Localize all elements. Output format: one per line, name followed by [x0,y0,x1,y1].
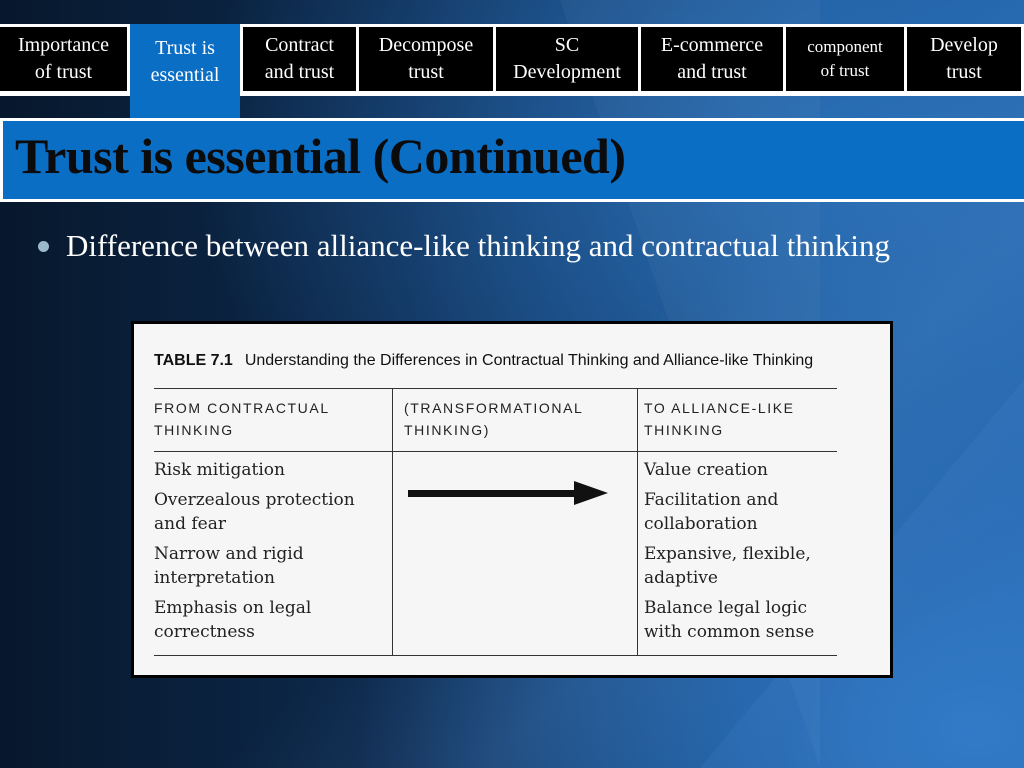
table-cell-from: Emphasis on legal correctness [154,598,312,642]
bullet-dot-icon [38,241,49,252]
column-header-transformational: (TRANSFORMATIONAL THINKING) [404,400,584,438]
bullet-text: Difference between alliance-like thinking and contractual thinking [66,228,891,263]
table-rule [154,655,837,656]
table-cell-to: Balance legal logic with common sense [644,598,815,642]
table-divider [637,388,638,656]
tab-sc-development[interactable] [496,27,638,91]
table-cell-from: Narrow and rigid interpretation [154,544,304,588]
table-rule [154,388,837,389]
table-divider [392,388,393,656]
tab-label: component of trust [807,37,883,80]
table-rule [154,451,837,452]
arrow-head-icon [574,481,608,505]
column-header-to: TO ALLIANCE-LIKE THINKING [644,400,795,438]
tab-develop-trust[interactable] [907,27,1021,91]
table-caption [154,352,813,370]
tab-label: E-commerce and trust [660,34,764,83]
tab-decompose-trust[interactable] [359,27,493,91]
table-cell-from: Overzealous protection and fear [154,490,355,534]
tab-label: Develop trust [930,34,998,83]
table-cell-to: Value creation [644,460,768,480]
title-bar [0,118,1024,202]
table-cell-to: Facilitation and collaboration [644,490,779,534]
tab-component-of-trust[interactable] [786,27,904,91]
tab-e-commerce-and-trust[interactable] [641,27,783,91]
tab-label: Decompose trust [378,34,474,83]
arrow-icon [408,490,580,497]
table-cell-from: Risk mitigation [154,460,285,480]
slide-title: Trust is essential (Continued) [15,128,626,184]
tab-label: Contract and trust [264,34,335,83]
table-figure [131,321,893,678]
column-header-from: FROM CONTRACTUAL THINKING [154,400,330,438]
tab-label: Importance of trust [17,34,110,83]
table-caption-text: Understanding the Differences in Contractual Thinking and Alliance-like Thinking [244,352,814,369]
tab-label: SC Development [513,34,621,83]
table-caption-id: TABLE 7.1 [154,352,233,369]
tab-trust-is-essential[interactable] [130,24,240,120]
tab-importance-of-trust[interactable] [0,27,127,91]
tab-contract-and-trust[interactable] [243,27,356,91]
table-cell-to: Expansive, flexible, adaptive [644,544,811,588]
bullet-point [38,228,890,264]
tab-label: Trust is essential [150,37,220,86]
